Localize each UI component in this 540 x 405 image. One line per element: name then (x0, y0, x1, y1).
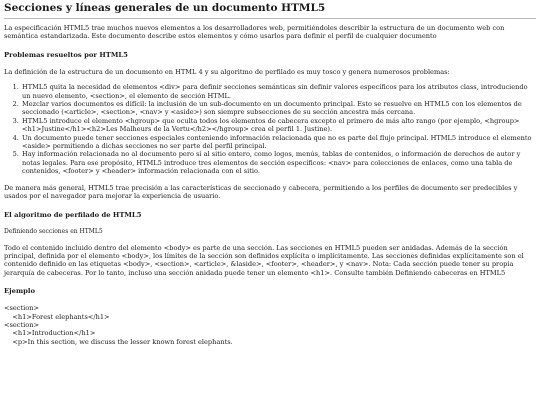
code-example (4, 304, 536, 346)
list-item: 1. HTML5 quita la necesidad de elementos <div> para definir secciones semánticas sin definir valores específicos para los atributos class, introduciendo un nuevo elemento, <section>, el elemento de sección HTML. (21, 83, 536, 100)
code-line: <h1>Forest elephants</h1> (4, 312, 110, 321)
code-line: <section> (4, 304, 40, 313)
problems-list (4, 83, 536, 175)
code-line: <p>In this section, we discuss the lesser known forest elephants. (4, 337, 233, 346)
intro-paragraph: La especificación HTML5 trae muchos nuevos elementos a los desarrolladores web, permitiéndoles describir la estructura de un documento web con semántica estandarizada. Este documento describe estos elementos y cómo usarlos para definir el perfil de cualquier documento (4, 24, 505, 41)
example-heading: Ejemplo (4, 287, 36, 296)
algorithm-paragraph: Todo el contenido incluido dentro del elemento <body> es parte de una sección. Las secciones en HTML5 pueden ser anidadas. Además de la sección principal, definida por el elemento <body>, los límites de la sección son definidos explícita o implícitamente. Las secciones definidas explícitamente son el contenido definido en las etiquetas <body>, <section>, <article>, &laside>, <footer>, <header>, y <nav>. Nota: Cada sección puede tener su propia jerarquía de cabeceras. Por lo tanto, incluso una sección anidada puede tener un elemento <h1>. Consulte también Definiendo cabeceras en HTML5 (4, 243, 524, 277)
subheading-defining-sections: Definiendo secciones en HTML5 (4, 227, 103, 235)
code-line: <section> (4, 320, 40, 329)
closing-paragraph: De manera más general, HTML5 trae precisión a las características de seccionado y cabecera, permitiendo a los perfiles de documento ser predecibles y usados por el navegador para mejorar la experiencia de usuario. (4, 183, 518, 201)
list-item: 4. Un documento puede tener secciones especiales conteniendo información relacionada que no es parte del flujo principal. HTML5 introduce el elemento <aside> permitiendo a dichas secciones no ser parte del perfil principal. (21, 134, 536, 151)
problems-lead: La definición de la estructura de un documento en HTML 4 y su algoritmo de perfilado es muy tosco y genera numerosos problemas: (4, 67, 450, 76)
section-heading-problems: Problemas resueltos por HTML5 (4, 50, 128, 59)
code-line: <h1>Introduction</h1> (4, 329, 96, 338)
page-title: Secciones y líneas generales de un documento HTML5 (4, 2, 536, 19)
list-item: 2. Mezclar varios documentos es difícil: la inclusión de un sub-documento en un documento principal. Esto se resuelve en HTML5 con los elementos de seccionado (<article>, <section>, <nav> y <aside>) son siempre subsecciones de su sección ancestra más cercana. (21, 100, 536, 117)
section-heading-algorithm: El algoritmo de perfilado de HTML5 (4, 210, 142, 219)
list-item: 3. HTML5 introduce el elemento <hgroup> que oculta todos los elementos de cabecera excepto el primero de más alto rango (por ejemplo, <hgroup><h1>Justine</h1><h2>Les Malheurs de la Vertu</h2></hgroup> crea el perfil 1. Justine). (21, 117, 536, 134)
list-item: 5. Hay información relacionada no al documento pero sí al sitio entero, como logos, menús, tablas de contenidos, o información de derechos de autor y notas legales. Para ese propósito, HTML5 introduce tres elementos de sección específicos: <nav> para colecciones de enlaces, como una tabla de contenidos, <footer> y <header> información relacionada con el sitio. (21, 150, 536, 175)
